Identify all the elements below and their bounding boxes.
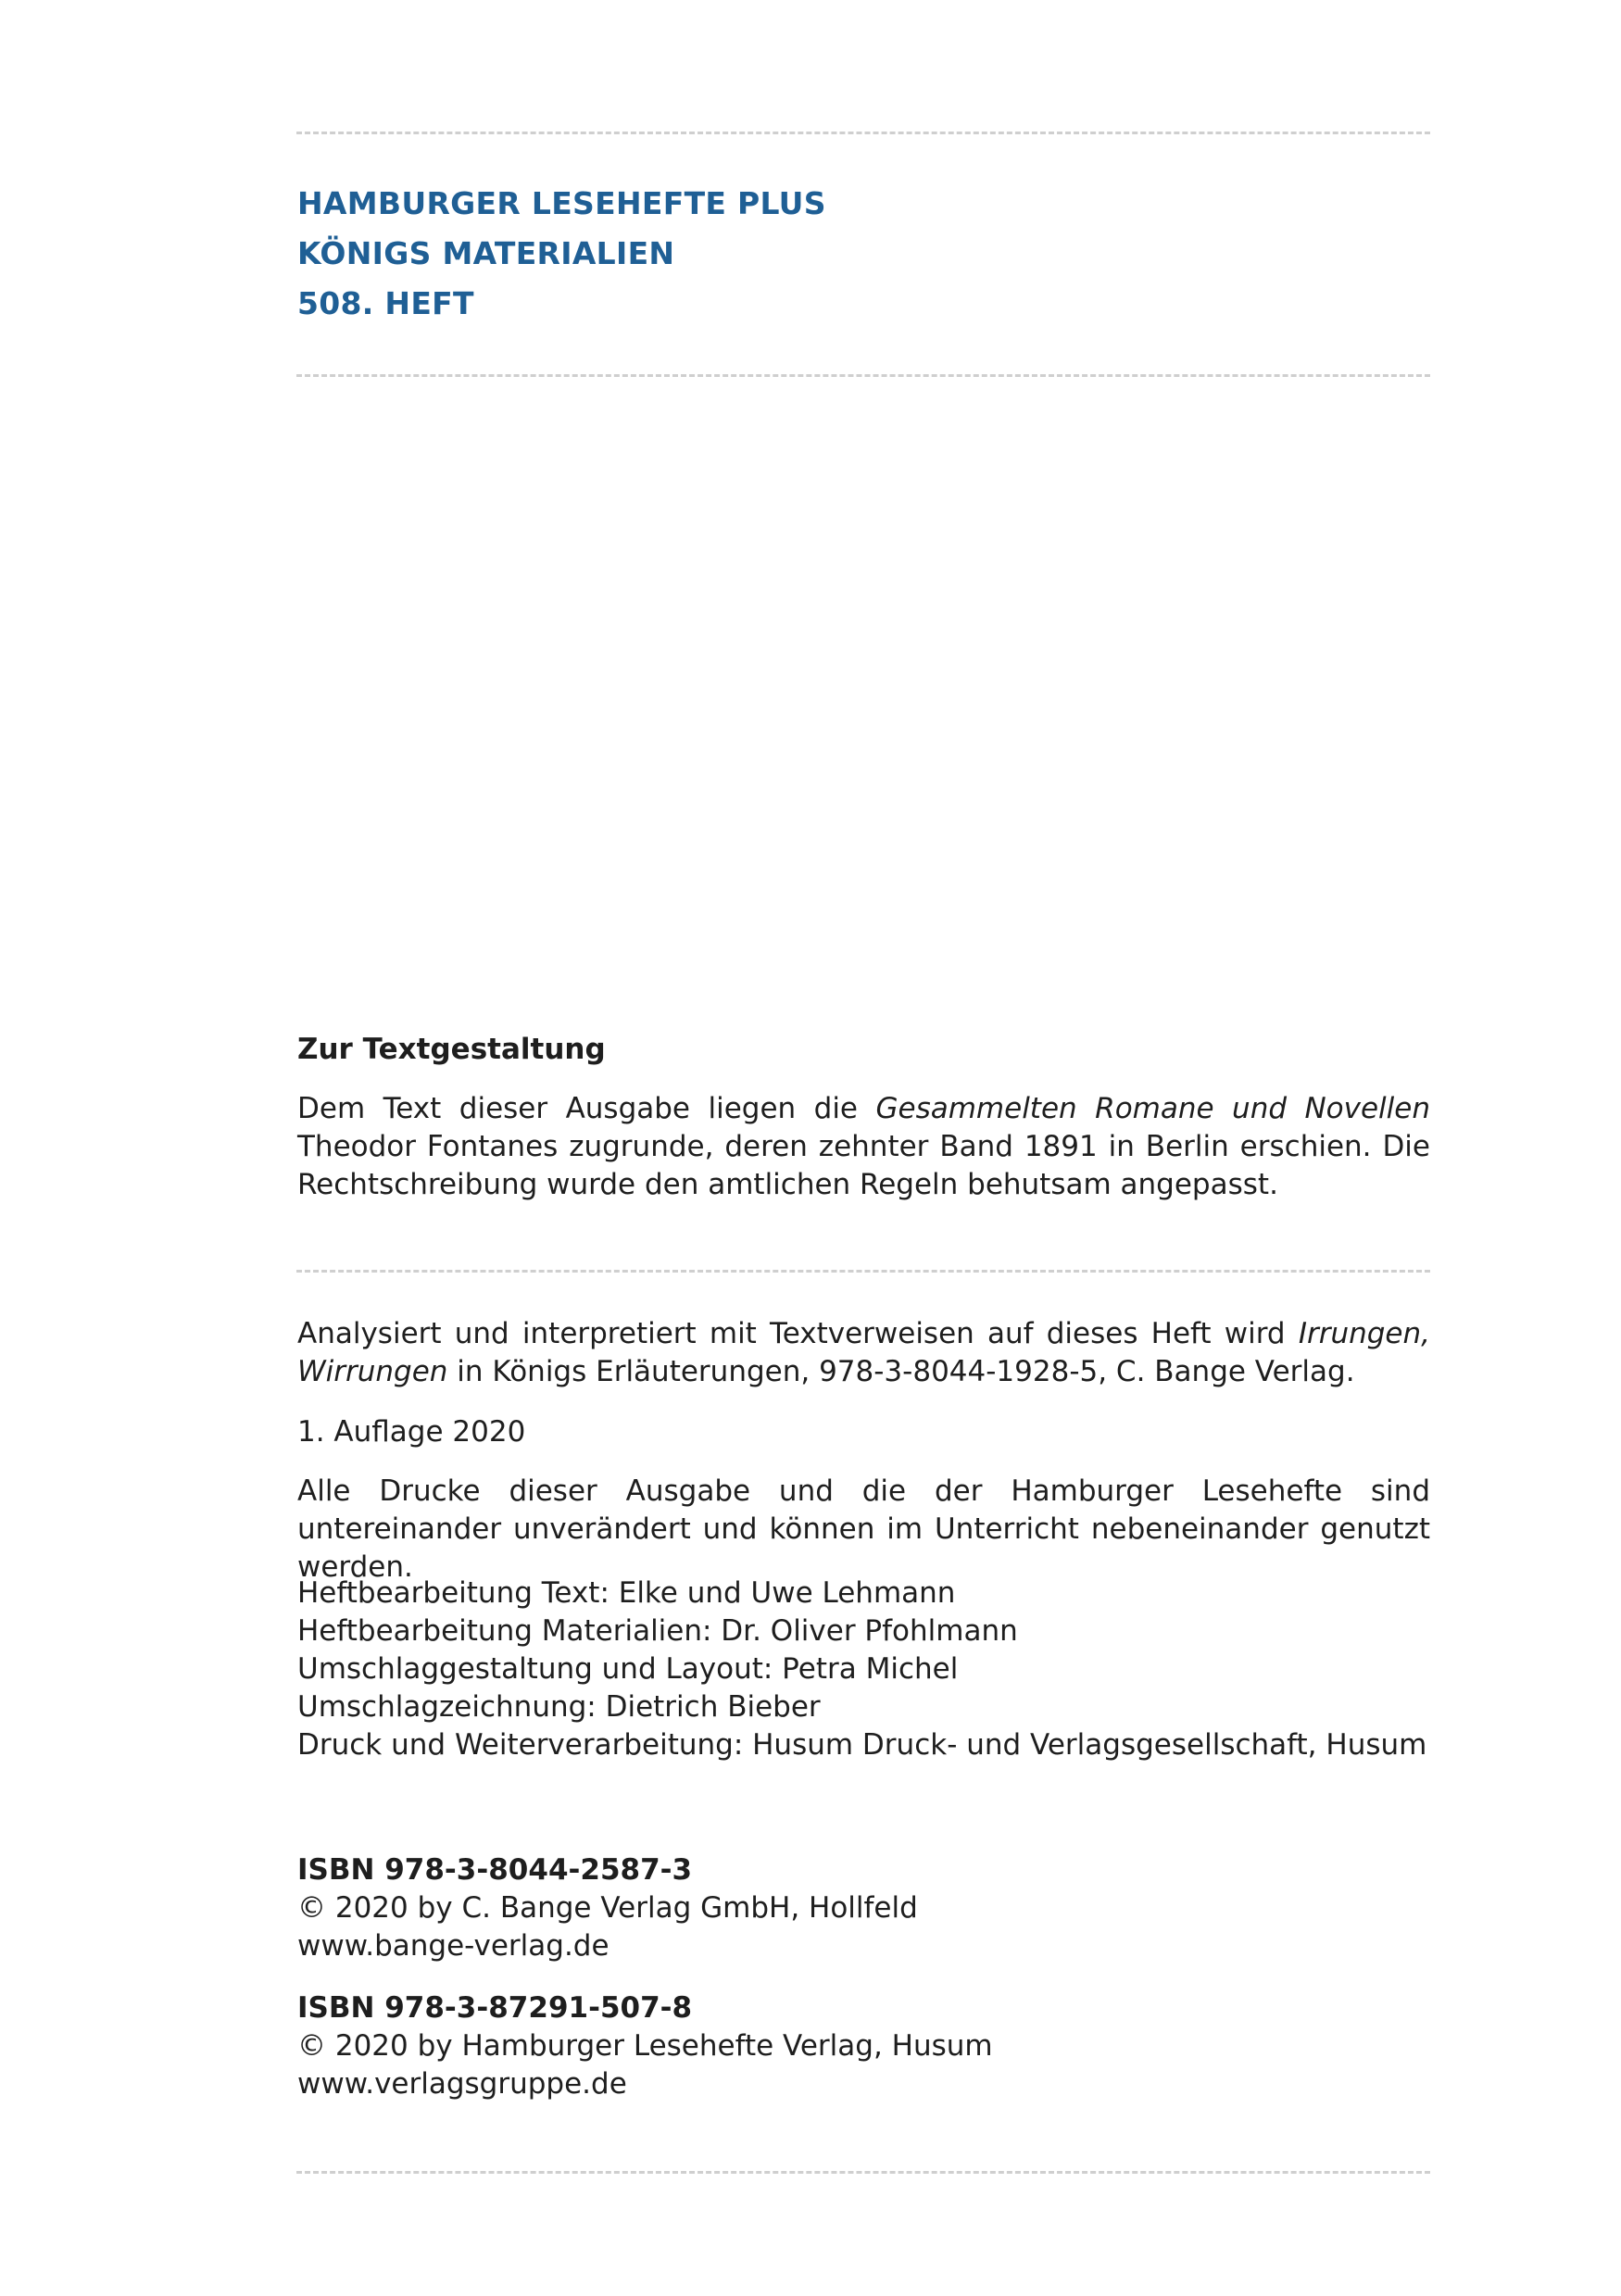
textgestaltung-pre: Dem Text dieser Ausgabe liegen die — [297, 1092, 876, 1125]
isbn-2: ISBN 978-3-87291-507-8 — [297, 1991, 693, 2025]
series-line-2: KÖNIGS MATERIALIEN — [297, 235, 675, 271]
copyright-1: © 2020 by C. Bange Verlag GmbH, Hollfeld — [297, 1891, 918, 1925]
textgestaltung-section — [297, 1031, 1430, 1204]
publisher-1-section — [297, 1851, 1430, 1965]
isbn-1: ISBN 978-3-8044-2587-3 — [297, 1853, 693, 1887]
series-divider — [296, 374, 1430, 377]
textgestaltung-post: Theodor Fontanes zugrunde, deren zehnter Band 1891 in Berlin erschien. Die Rechtschreibung wurde den amtlichen Regeln behutsam angepasst. — [297, 1130, 1430, 1201]
website-2-link[interactable]: www.verlagsgruppe.de — [297, 2067, 627, 2101]
credit-line: Umschlaggestaltung und Layout: Petra Michel — [297, 1652, 959, 1686]
textgestaltung-heading: Zur Textgestaltung — [297, 1033, 606, 1066]
copyright-2: © 2020 by Hamburger Lesehefte Verlag, Husum — [297, 2029, 993, 2063]
middle-divider — [296, 1270, 1430, 1273]
bottom-divider — [296, 2171, 1430, 2174]
edition-line: 1. Auflage 2020 — [297, 1415, 526, 1449]
credit-line: Druck und Weiterverarbeitung: Husum Druck- und Verlagsgesellschaft, Husum — [297, 1728, 1427, 1762]
series-title — [297, 179, 826, 329]
credits-section — [297, 1575, 1430, 1764]
analysis-post: in Königs Erläuterungen, 978-3-8044-1928-5, C. Bange Verlag. — [447, 1355, 1355, 1388]
prints-section — [297, 1473, 1430, 1587]
credit-line: Heftbearbeitung Text: Elke und Uwe Lehmann — [297, 1576, 956, 1610]
prints-note: Alle Drucke dieser Ausgabe und die der Hamburger Lesehefte sind untereinander unverändert und können im Unterricht nebeneinander genutzt werden. — [297, 1474, 1430, 1584]
analysis-pre: Analysiert und interpretiert mit Textverweisen auf dieses Heft wird — [297, 1317, 1299, 1350]
credit-line: Heftbearbeitung Materialien: Dr. Oliver Pfohlmann — [297, 1614, 1018, 1648]
publisher-2-section — [297, 1989, 1430, 2103]
top-divider — [296, 132, 1430, 134]
textgestaltung-title: Gesammelten Romane und Novellen — [875, 1092, 1431, 1125]
analysis-section — [297, 1315, 1430, 1391]
credit-line: Umschlagzeichnung: Dietrich Bieber — [297, 1690, 821, 1724]
website-1-link[interactable]: www.bange-verlag.de — [297, 1929, 609, 1963]
series-line-3: 508. HEFT — [297, 285, 474, 321]
textgestaltung-body — [297, 1090, 1430, 1204]
analysis-title: Irrungen, Wirrungen — [297, 1317, 1430, 1388]
analysis-note — [297, 1315, 1430, 1391]
edition-section — [297, 1413, 1430, 1451]
series-line-1: HAMBURGER LESEHEFTE PLUS — [297, 185, 826, 221]
